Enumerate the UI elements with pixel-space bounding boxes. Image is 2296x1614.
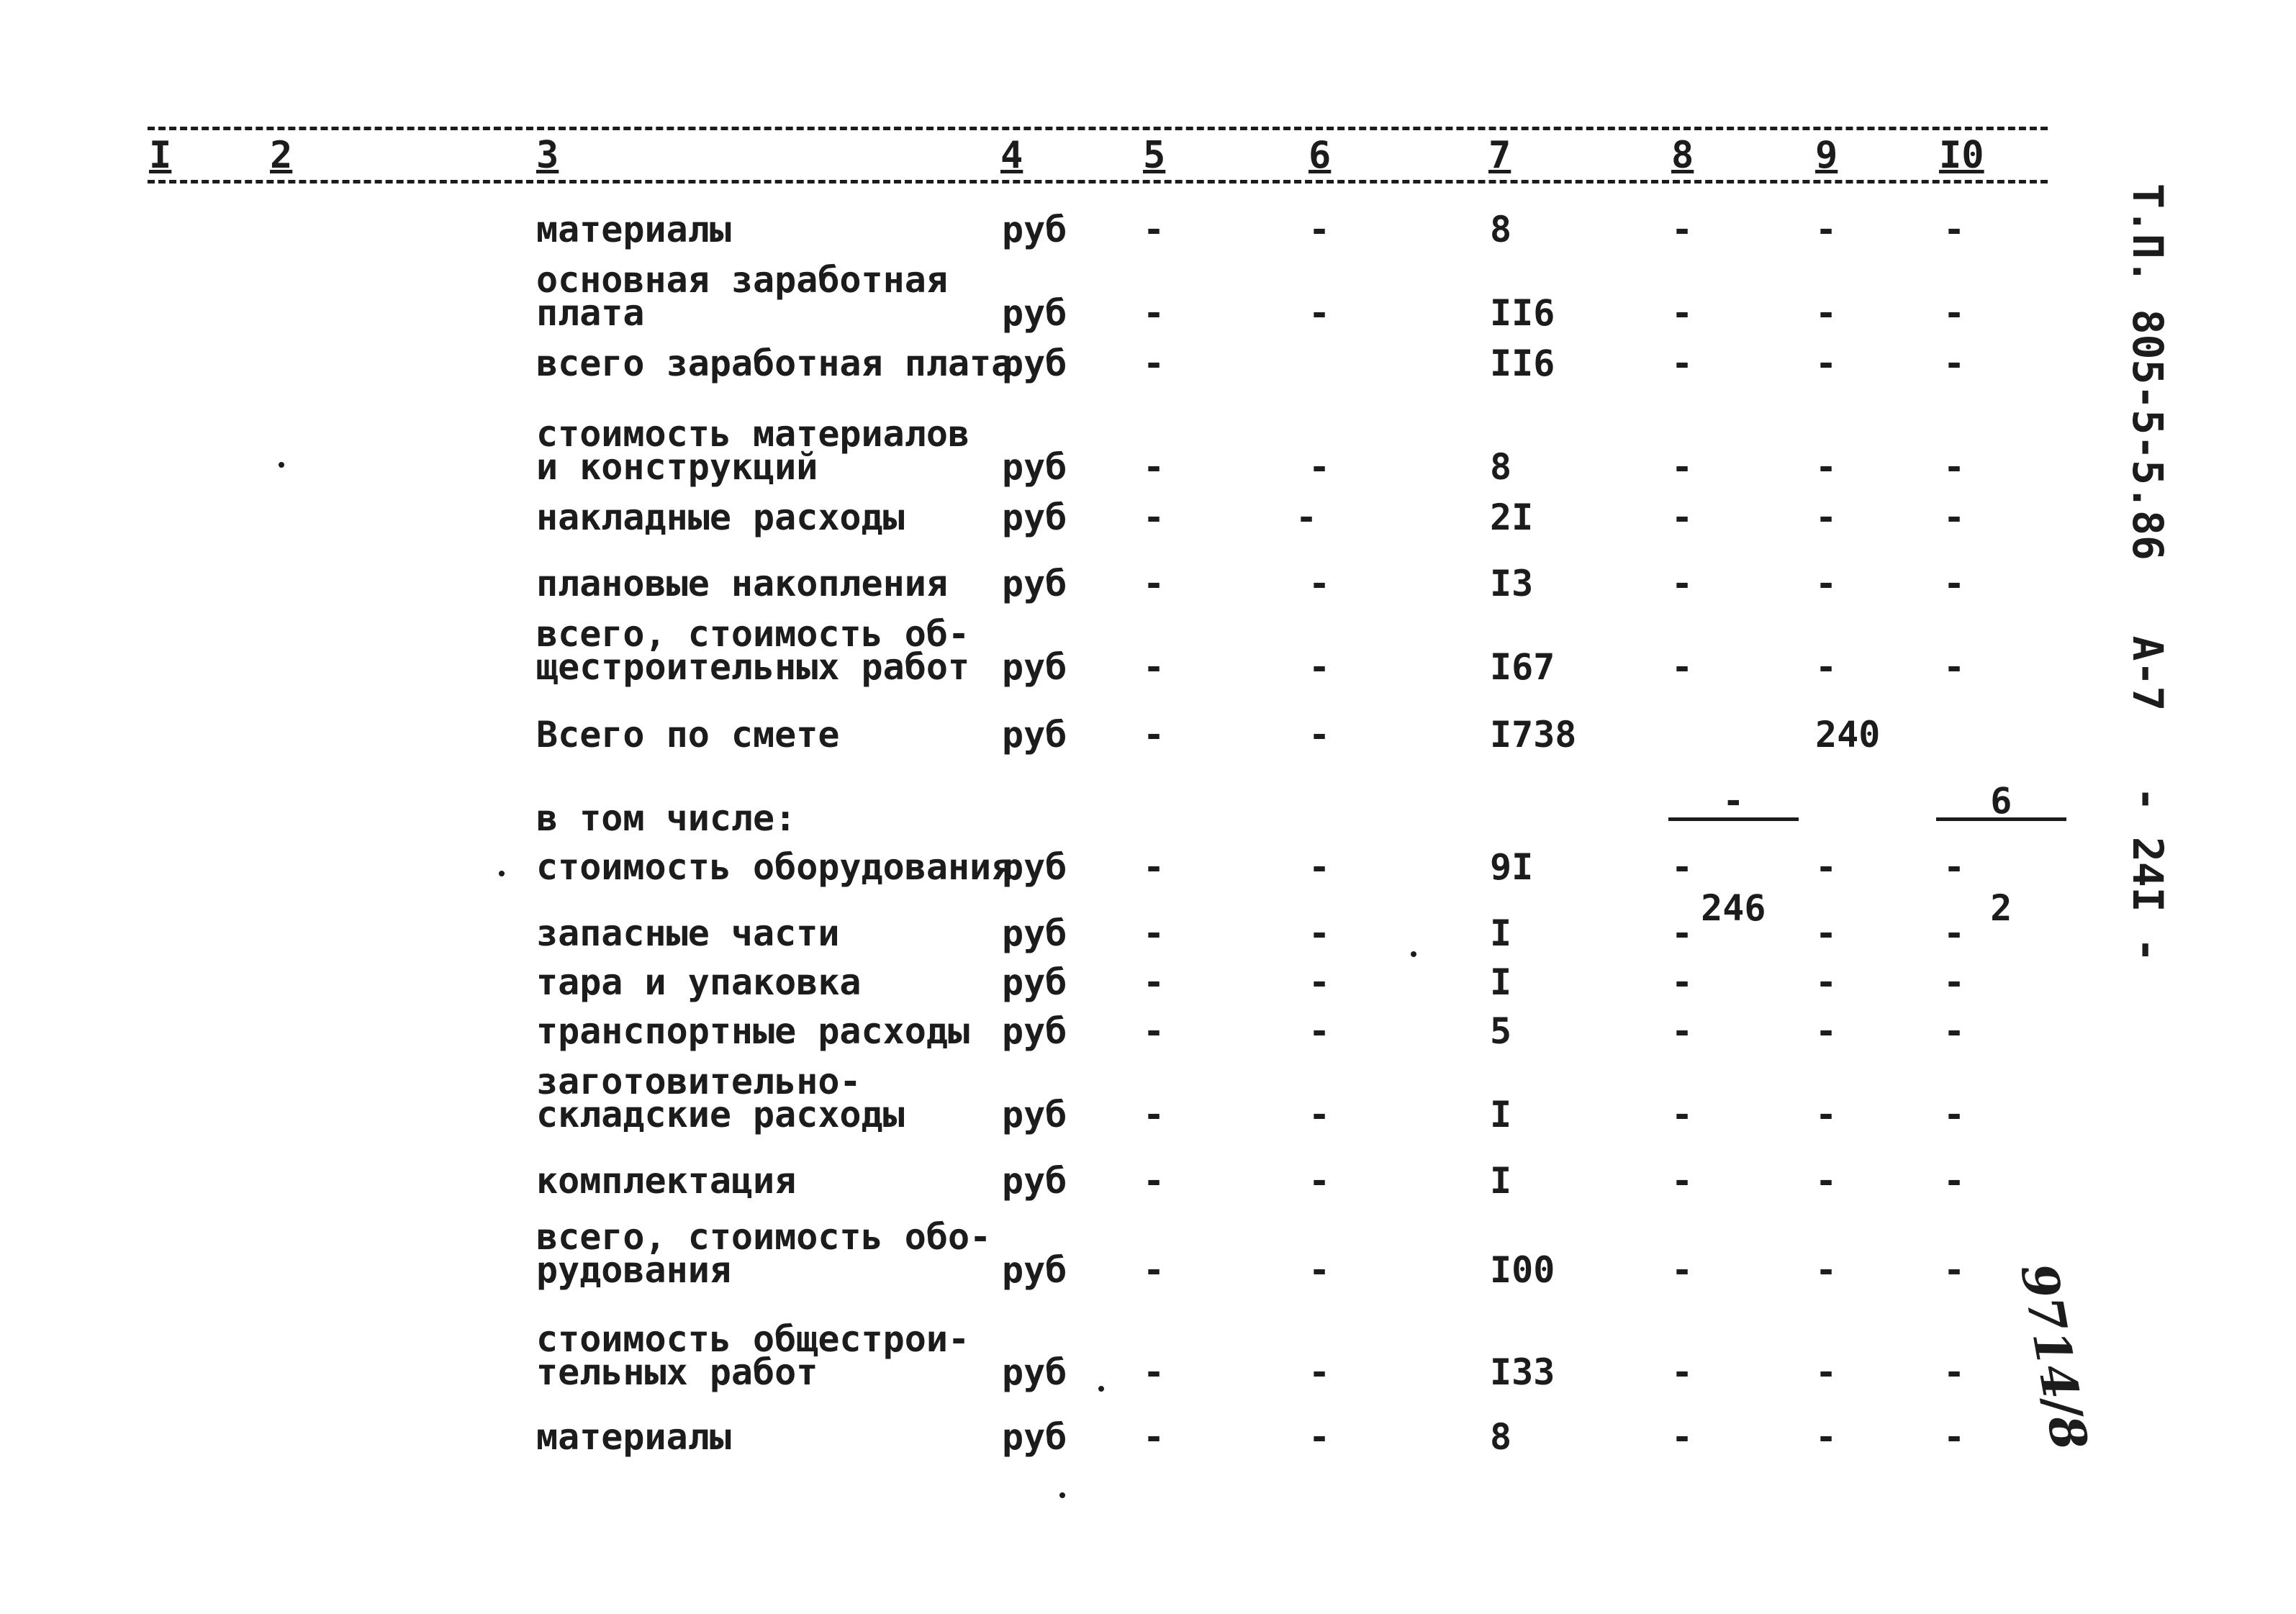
cell-col5: -: [1143, 1416, 1165, 1458]
cell-col6: -: [1309, 1010, 1331, 1052]
header-top-rule: [148, 127, 2048, 130]
col-header-6: 6: [1309, 134, 1332, 177]
cell-col9: -: [1815, 646, 1838, 688]
cell-col9: -: [1815, 961, 1838, 1003]
cell-col7: I33: [1490, 1351, 1555, 1393]
cell-col7: I: [1490, 912, 1512, 954]
cell-col7: 9I: [1490, 846, 1534, 888]
item-name: транспортные расходы: [536, 1010, 970, 1052]
cell-col7: II6: [1490, 343, 1555, 384]
fraction-numerator: -: [1668, 784, 1799, 821]
col-header-10: I0: [1939, 134, 1984, 177]
cell-col5: -: [1143, 714, 1165, 756]
handwritten-inventory-number: 9714/8: [2009, 1259, 2099, 1455]
cell-col9: 240: [1815, 714, 1881, 756]
cell-col5: -: [1143, 343, 1165, 384]
cell-col5: -: [1143, 209, 1165, 250]
cell-col9: -: [1815, 497, 1838, 538]
document-reference-code: Т.П. 805-5-5.86 А-7 - 24I -: [2123, 183, 2172, 963]
item-name: стоимость оборудования: [536, 846, 1013, 888]
scan-speck: [499, 871, 505, 876]
cell-col7: 8: [1490, 1416, 1512, 1458]
scan-speck: [1059, 1492, 1065, 1498]
cell-col6: -: [1309, 846, 1331, 888]
cell-col9: -: [1815, 1249, 1838, 1291]
col-header-9: 9: [1815, 134, 1838, 177]
fraction-denominator: 2: [1990, 887, 2012, 929]
cell-col7: I738: [1490, 714, 1577, 756]
item-name: комплектация: [536, 1160, 797, 1202]
item-name: заготовительно- складские расходы: [536, 1061, 905, 1135]
item-name: в том числе:: [536, 797, 797, 839]
cell-col5: -: [1143, 1351, 1165, 1393]
cell-col7: I: [1490, 1160, 1512, 1202]
cell-col9: -: [1815, 1351, 1838, 1393]
cell-col9: -: [1815, 1160, 1838, 1202]
cell-col8: -: [1671, 343, 1694, 384]
cell-col8: -: [1671, 646, 1694, 688]
cell-col6: -: [1309, 646, 1331, 688]
cell-col5: -: [1143, 912, 1165, 954]
cell-col6: -: [1309, 563, 1331, 604]
col-header-2: 2: [270, 134, 293, 177]
cell-col10: -: [1943, 292, 1966, 334]
cell-col9: -: [1815, 846, 1838, 888]
cell-col5: -: [1143, 446, 1165, 488]
item-name: всего, стоимость об- щестроительных работ: [536, 613, 970, 688]
col-header-1: I: [149, 134, 172, 177]
unit-cell: руб: [1002, 209, 1067, 250]
cell-col7: 8: [1490, 446, 1512, 488]
cell-col10: -: [1943, 912, 1966, 954]
cell-col8: -: [1671, 961, 1694, 1003]
unit-cell: руб: [1002, 646, 1067, 688]
unit-cell: руб: [1002, 1416, 1067, 1458]
cell-col8: -: [1671, 1416, 1694, 1458]
unit-cell: руб: [1002, 846, 1067, 888]
cell-col5: -: [1143, 497, 1165, 538]
cell-col10: -: [1943, 646, 1966, 688]
cell-col5: -: [1143, 646, 1165, 688]
cell-col6: -: [1309, 714, 1331, 756]
cell-col7: 2I: [1490, 497, 1534, 538]
fraction-denominator: 246: [1701, 887, 1766, 929]
cell-col10: -: [1943, 209, 1966, 250]
cell-col8: -: [1671, 912, 1694, 954]
cell-col7: I67: [1490, 646, 1555, 688]
item-name: накладные расходы: [536, 497, 905, 538]
unit-cell: руб: [1002, 1160, 1067, 1202]
cell-col5: -: [1143, 1160, 1165, 1202]
cell-col6: -: [1309, 1351, 1331, 1393]
col-header-3: 3: [536, 134, 559, 177]
cell-col7: I: [1490, 1094, 1512, 1135]
scan-speck: [1411, 951, 1416, 957]
cell-col5: -: [1143, 1010, 1165, 1052]
cell-col10: -: [1943, 1249, 1966, 1291]
cell-col9: -: [1815, 912, 1838, 954]
cell-col6: -: [1309, 912, 1331, 954]
cell-col6: -: [1296, 497, 1318, 538]
cell-col7: 8: [1490, 209, 1512, 250]
cell-col5: -: [1143, 846, 1165, 888]
scan-speck: [279, 462, 284, 468]
item-name: стоимость материалов и конструкций: [536, 413, 970, 488]
cell-col9: -: [1815, 1416, 1838, 1458]
item-name: всего, стоимость обо- рудования: [536, 1216, 992, 1291]
cell-col9: -: [1815, 209, 1838, 250]
cell-col10: -: [1943, 846, 1966, 888]
cell-col7: 5: [1490, 1010, 1512, 1052]
cell-col5: -: [1143, 1094, 1165, 1135]
item-name: запасные части: [536, 912, 840, 954]
cell-col10: -: [1943, 961, 1966, 1003]
cell-col6: -: [1309, 209, 1331, 250]
cell-col7: II6: [1490, 292, 1555, 334]
cell-col6: -: [1309, 1094, 1331, 1135]
cell-col8: -: [1671, 209, 1694, 250]
item-name: материалы: [536, 209, 731, 250]
cell-col5: -: [1143, 961, 1165, 1003]
fraction-numerator: 6: [1936, 784, 2066, 821]
cell-col10: -: [1943, 1010, 1966, 1052]
unit-cell: руб: [1002, 1094, 1067, 1135]
col-header-4: 4: [1000, 134, 1023, 177]
header-bottom-rule: [148, 180, 2048, 183]
item-name: Всего по смете: [536, 714, 840, 756]
cell-col5: -: [1143, 563, 1165, 604]
cell-col9: -: [1815, 1010, 1838, 1052]
col-header-7: 7: [1488, 134, 1511, 177]
unit-cell: руб: [1002, 292, 1067, 334]
cell-col8: -: [1671, 446, 1694, 488]
cell-col9: -: [1815, 446, 1838, 488]
cell-col8: -: [1671, 497, 1694, 538]
unit-cell: руб: [1002, 1249, 1067, 1291]
item-name: плановые накопления: [536, 563, 948, 604]
unit-cell: руб: [1002, 446, 1067, 488]
cell-col9: -: [1815, 563, 1838, 604]
cell-col8: -: [1671, 1249, 1694, 1291]
col-header-8: 8: [1671, 134, 1694, 177]
cell-col10: -: [1943, 343, 1966, 384]
unit-cell: руб: [1002, 1351, 1067, 1393]
unit-cell: руб: [1002, 912, 1067, 954]
cell-col10: -: [1943, 446, 1966, 488]
cell-col10: -: [1943, 497, 1966, 538]
cell-col8: -: [1671, 1351, 1694, 1393]
cell-col6: -: [1309, 292, 1331, 334]
cell-col5: -: [1143, 1249, 1165, 1291]
cell-col6: -: [1309, 1416, 1331, 1458]
scan-speck: [1098, 1386, 1104, 1392]
cell-col8: -: [1671, 1160, 1694, 1202]
cell-col9: -: [1815, 343, 1838, 384]
item-name: всего заработная плата: [536, 343, 1013, 384]
cell-col8: -: [1671, 563, 1694, 604]
cell-col10: -: [1943, 1351, 1966, 1393]
item-name: основная заработная плата: [536, 259, 948, 334]
cell-col9: -: [1815, 292, 1838, 334]
cell-col8: -: [1671, 1094, 1694, 1135]
cell-col5: -: [1143, 292, 1165, 334]
cell-col6: -: [1309, 446, 1331, 488]
cell-col10: -: [1943, 1094, 1966, 1135]
cell-col6: -: [1309, 1249, 1331, 1291]
cell-col7: I00: [1490, 1249, 1555, 1291]
unit-cell: руб: [1002, 343, 1067, 384]
cell-col9: -: [1815, 1094, 1838, 1135]
unit-cell: руб: [1002, 961, 1067, 1003]
cell-col10: -: [1943, 1160, 1966, 1202]
unit-cell: руб: [1002, 563, 1067, 604]
col-header-5: 5: [1143, 134, 1166, 177]
cell-col8: -: [1671, 292, 1694, 334]
cell-col7: I3: [1490, 563, 1534, 604]
cell-col8: -: [1671, 846, 1694, 888]
unit-cell: руб: [1002, 497, 1067, 538]
item-name: стоимость общестрои- тельных работ: [536, 1318, 970, 1393]
cell-col6: -: [1309, 1160, 1331, 1202]
unit-cell: руб: [1002, 1010, 1067, 1052]
unit-cell: руб: [1002, 714, 1067, 756]
item-name: материалы: [536, 1416, 731, 1458]
cell-col7: I: [1490, 961, 1512, 1003]
cell-col10: -: [1943, 563, 1966, 604]
cell-col6: -: [1309, 961, 1331, 1003]
cell-col10: -: [1943, 1416, 1966, 1458]
cell-col8: -: [1671, 1010, 1694, 1052]
item-name: тара и упаковка: [536, 961, 862, 1003]
